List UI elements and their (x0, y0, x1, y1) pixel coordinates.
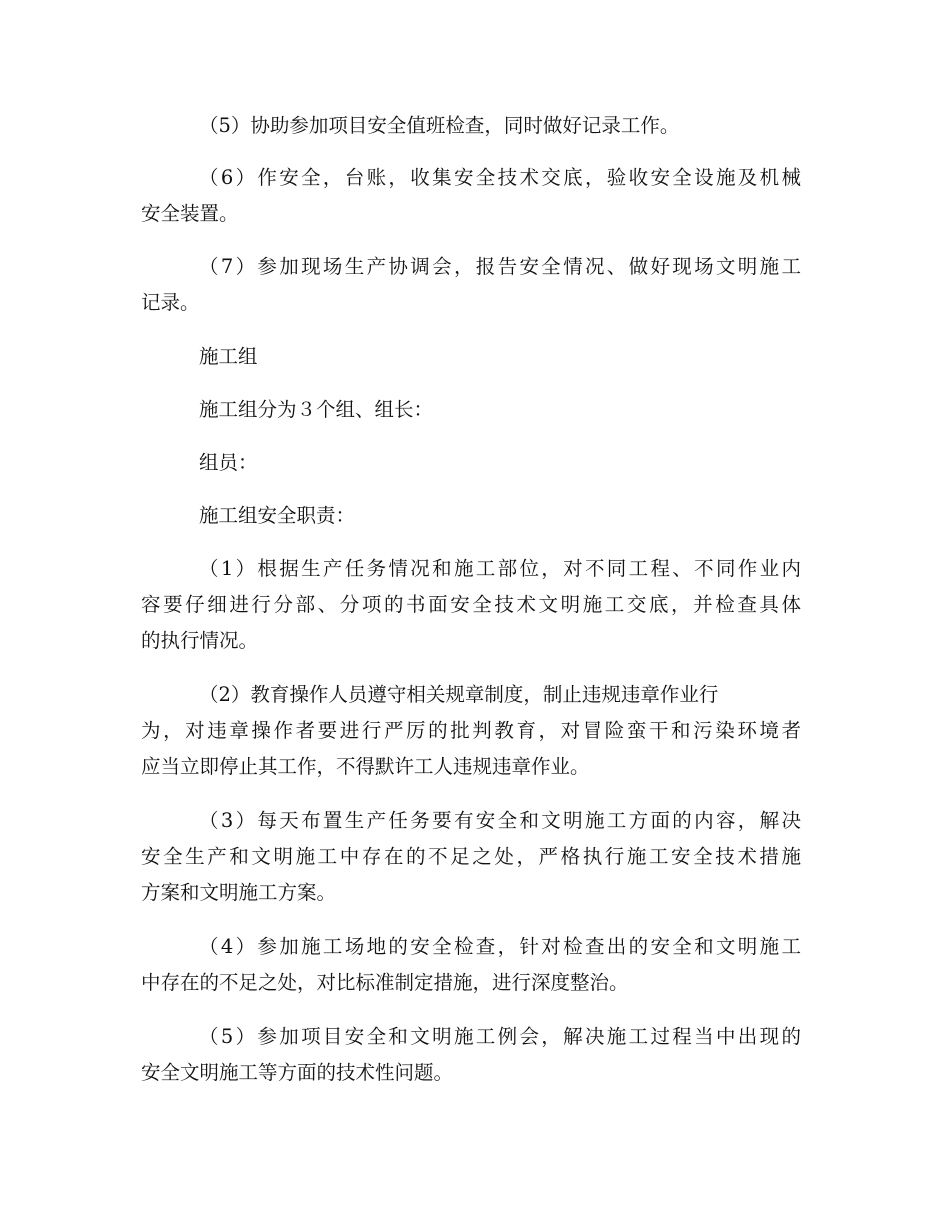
paragraph-7-line-2: 记录。 (141, 291, 200, 314)
construction-group-heading: 施工组 (199, 345, 258, 368)
duty-2-line-2: 为，对违章操作者要进行严厉的批判教育，对冒险蛮干和污染环境者 (141, 719, 801, 742)
duty-1-line-1: （1）根据生产任务情况和施工部位，对不同工程、不同作业内 (199, 557, 801, 580)
duty-1-line-3: 的执行情况。 (141, 629, 259, 652)
duty-3-line-3: 方案和文明施工方案。 (141, 881, 337, 904)
duty-2-line-1: （2）教育操作人员遵守相关规章制度，制止违规违章作业行 (199, 683, 719, 706)
duty-1-line-2: 容要仔细进行分部、分项的书面安全技术文明施工交底，并检查具体 (141, 593, 801, 616)
paragraph-5-safety-duty-check: （5）协助参加项目安全值班检查，同时做好记录工作。 (199, 114, 680, 137)
paragraph-7-line-1: （7）参加现场生产协调会，报告安全情况、做好现场文明施工 (199, 255, 801, 278)
duty-2-line-3: 应当立即停止其工作，不得默许工人违规违章作业。 (141, 755, 590, 778)
duty-5-line-1: （5）参加项目安全和文明施工例会，解决施工过程当中出现的 (199, 1025, 801, 1048)
duty-5-line-2: 安全文明施工等方面的技术性问题。 (141, 1061, 454, 1084)
duty-3-line-2: 安全生产和文明施工中存在的不足之处，严格执行施工安全技术措施 (141, 845, 801, 868)
construction-group-leaders: 施工组分为３个组、组长： (199, 398, 434, 421)
duty-3-line-1: （3）每天布置生产任务要有安全和文明施工方面的内容，解决 (199, 809, 801, 832)
paragraph-6-line-2: 安全装置。 (141, 202, 239, 225)
duty-4-line-2: 中存在的不足之处，对比标准制定措施，进行深度整治。 (141, 971, 629, 994)
paragraph-6-line-1: （6）作安全，台账，收集安全技术交底，验收安全设施及机械 (199, 166, 801, 189)
construction-group-safety-duties-heading: 施工组安全职责： (199, 504, 356, 527)
construction-group-members: 组员： (199, 451, 258, 474)
duty-4-line-1: （4）参加施工场地的安全检查，针对检查出的安全和文明施工 (199, 935, 801, 958)
